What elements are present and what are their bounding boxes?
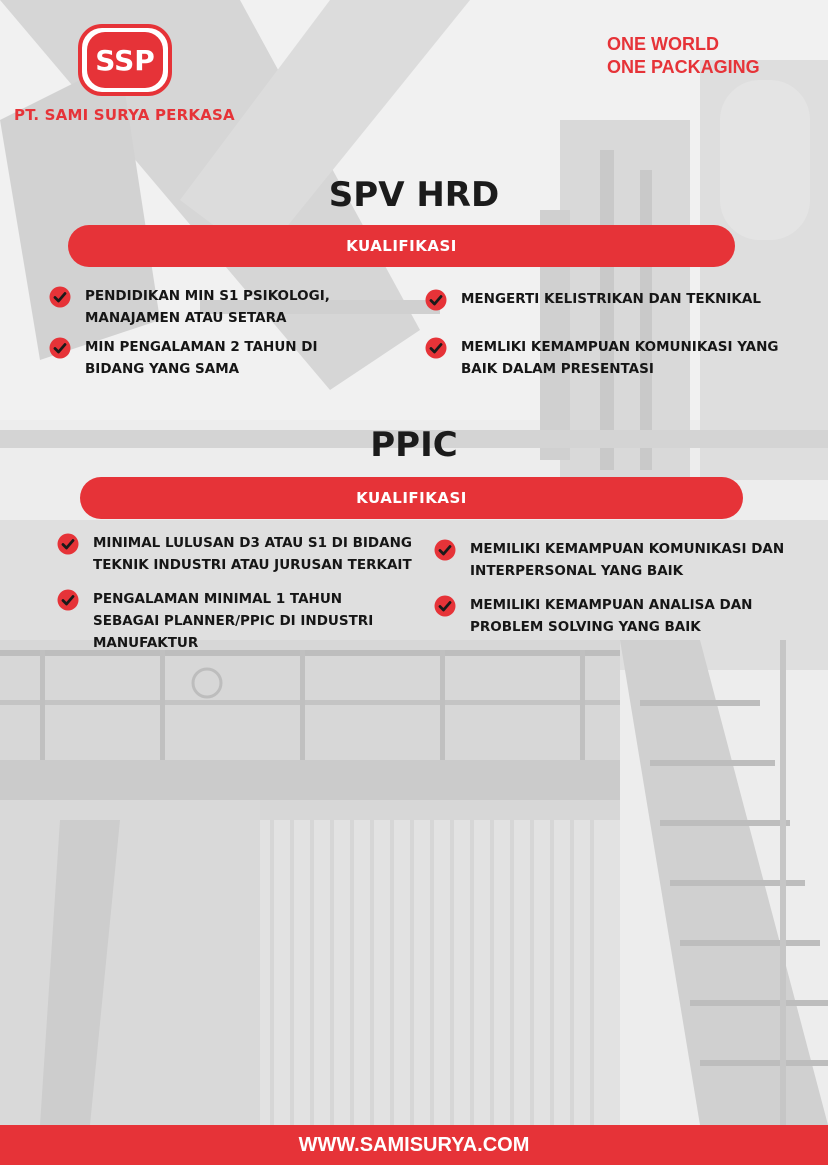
tagline-line-1: ONE WORLD <box>607 34 719 54</box>
tagline <box>607 33 760 79</box>
job-title-ppic: PPIC <box>370 425 458 465</box>
qualification-bar-spv-hrd: KUALIFIKASI <box>68 225 735 267</box>
check-circle-icon <box>57 589 79 611</box>
qualification-text: MEMILIKI KEMAMPUAN KOMUNIKASI DAN INTERPERSONAL YANG BAIK <box>470 541 785 579</box>
qualification-item <box>434 538 794 582</box>
qualification-bar-ppic: KUALIFIKASI <box>80 477 743 519</box>
qualification-item <box>49 336 369 380</box>
logo-text: SSP <box>95 44 155 77</box>
check-circle-icon <box>434 539 456 561</box>
check-circle-icon <box>425 337 447 359</box>
qualification-item <box>434 594 794 638</box>
qualification-item <box>57 532 417 576</box>
qualification-text: MENGERTI KELISTRIKAN DAN TEKNIKAL <box>461 291 761 307</box>
qualification-text: MIN PENGALAMAN 2 TAHUN DI BIDANG YANG SAMA <box>85 339 318 377</box>
qualification-text: MEMLIKI KEMAMPUAN KOMUNIKASI YANG BAIK DALAM PRESENTASI <box>461 339 779 377</box>
check-circle-icon <box>434 595 456 617</box>
qualification-item <box>425 288 785 311</box>
check-circle-icon <box>57 533 79 555</box>
job-title-spv-hrd: SPV HRD <box>328 175 500 215</box>
footer-website-link[interactable]: WWW.SAMISURYA.COM <box>0 1125 828 1165</box>
qualification-text: MEMILIKI KEMAMPUAN ANALISA DAN PROBLEM SOLVING YANG BAIK <box>470 597 753 635</box>
company-name: PT. SAMI SURYA PERKASA <box>14 106 235 124</box>
qualification-item <box>49 285 369 329</box>
check-circle-icon <box>425 289 447 311</box>
qualification-text: PENDIDIKAN MIN S1 PSIKOLOGI, MANAJAMEN ATAU SETARA <box>85 288 330 326</box>
tagline-line-2: ONE PACKAGING <box>607 57 760 77</box>
ssp-logo <box>78 24 172 96</box>
check-circle-icon <box>49 286 71 308</box>
qualification-text: PENGALAMAN MINIMAL 1 TAHUN SEBAGAI PLANNER/PPIC DI INDUSTRI MANUFAKTUR <box>93 591 374 651</box>
qualification-item <box>425 336 785 380</box>
qualification-item <box>57 588 397 654</box>
check-circle-icon <box>49 337 71 359</box>
qualification-text: MINIMAL LULUSAN D3 ATAU S1 DI BIDANG TEKNIK INDUSTRI ATAU JURUSAN TERKAIT <box>93 535 412 573</box>
